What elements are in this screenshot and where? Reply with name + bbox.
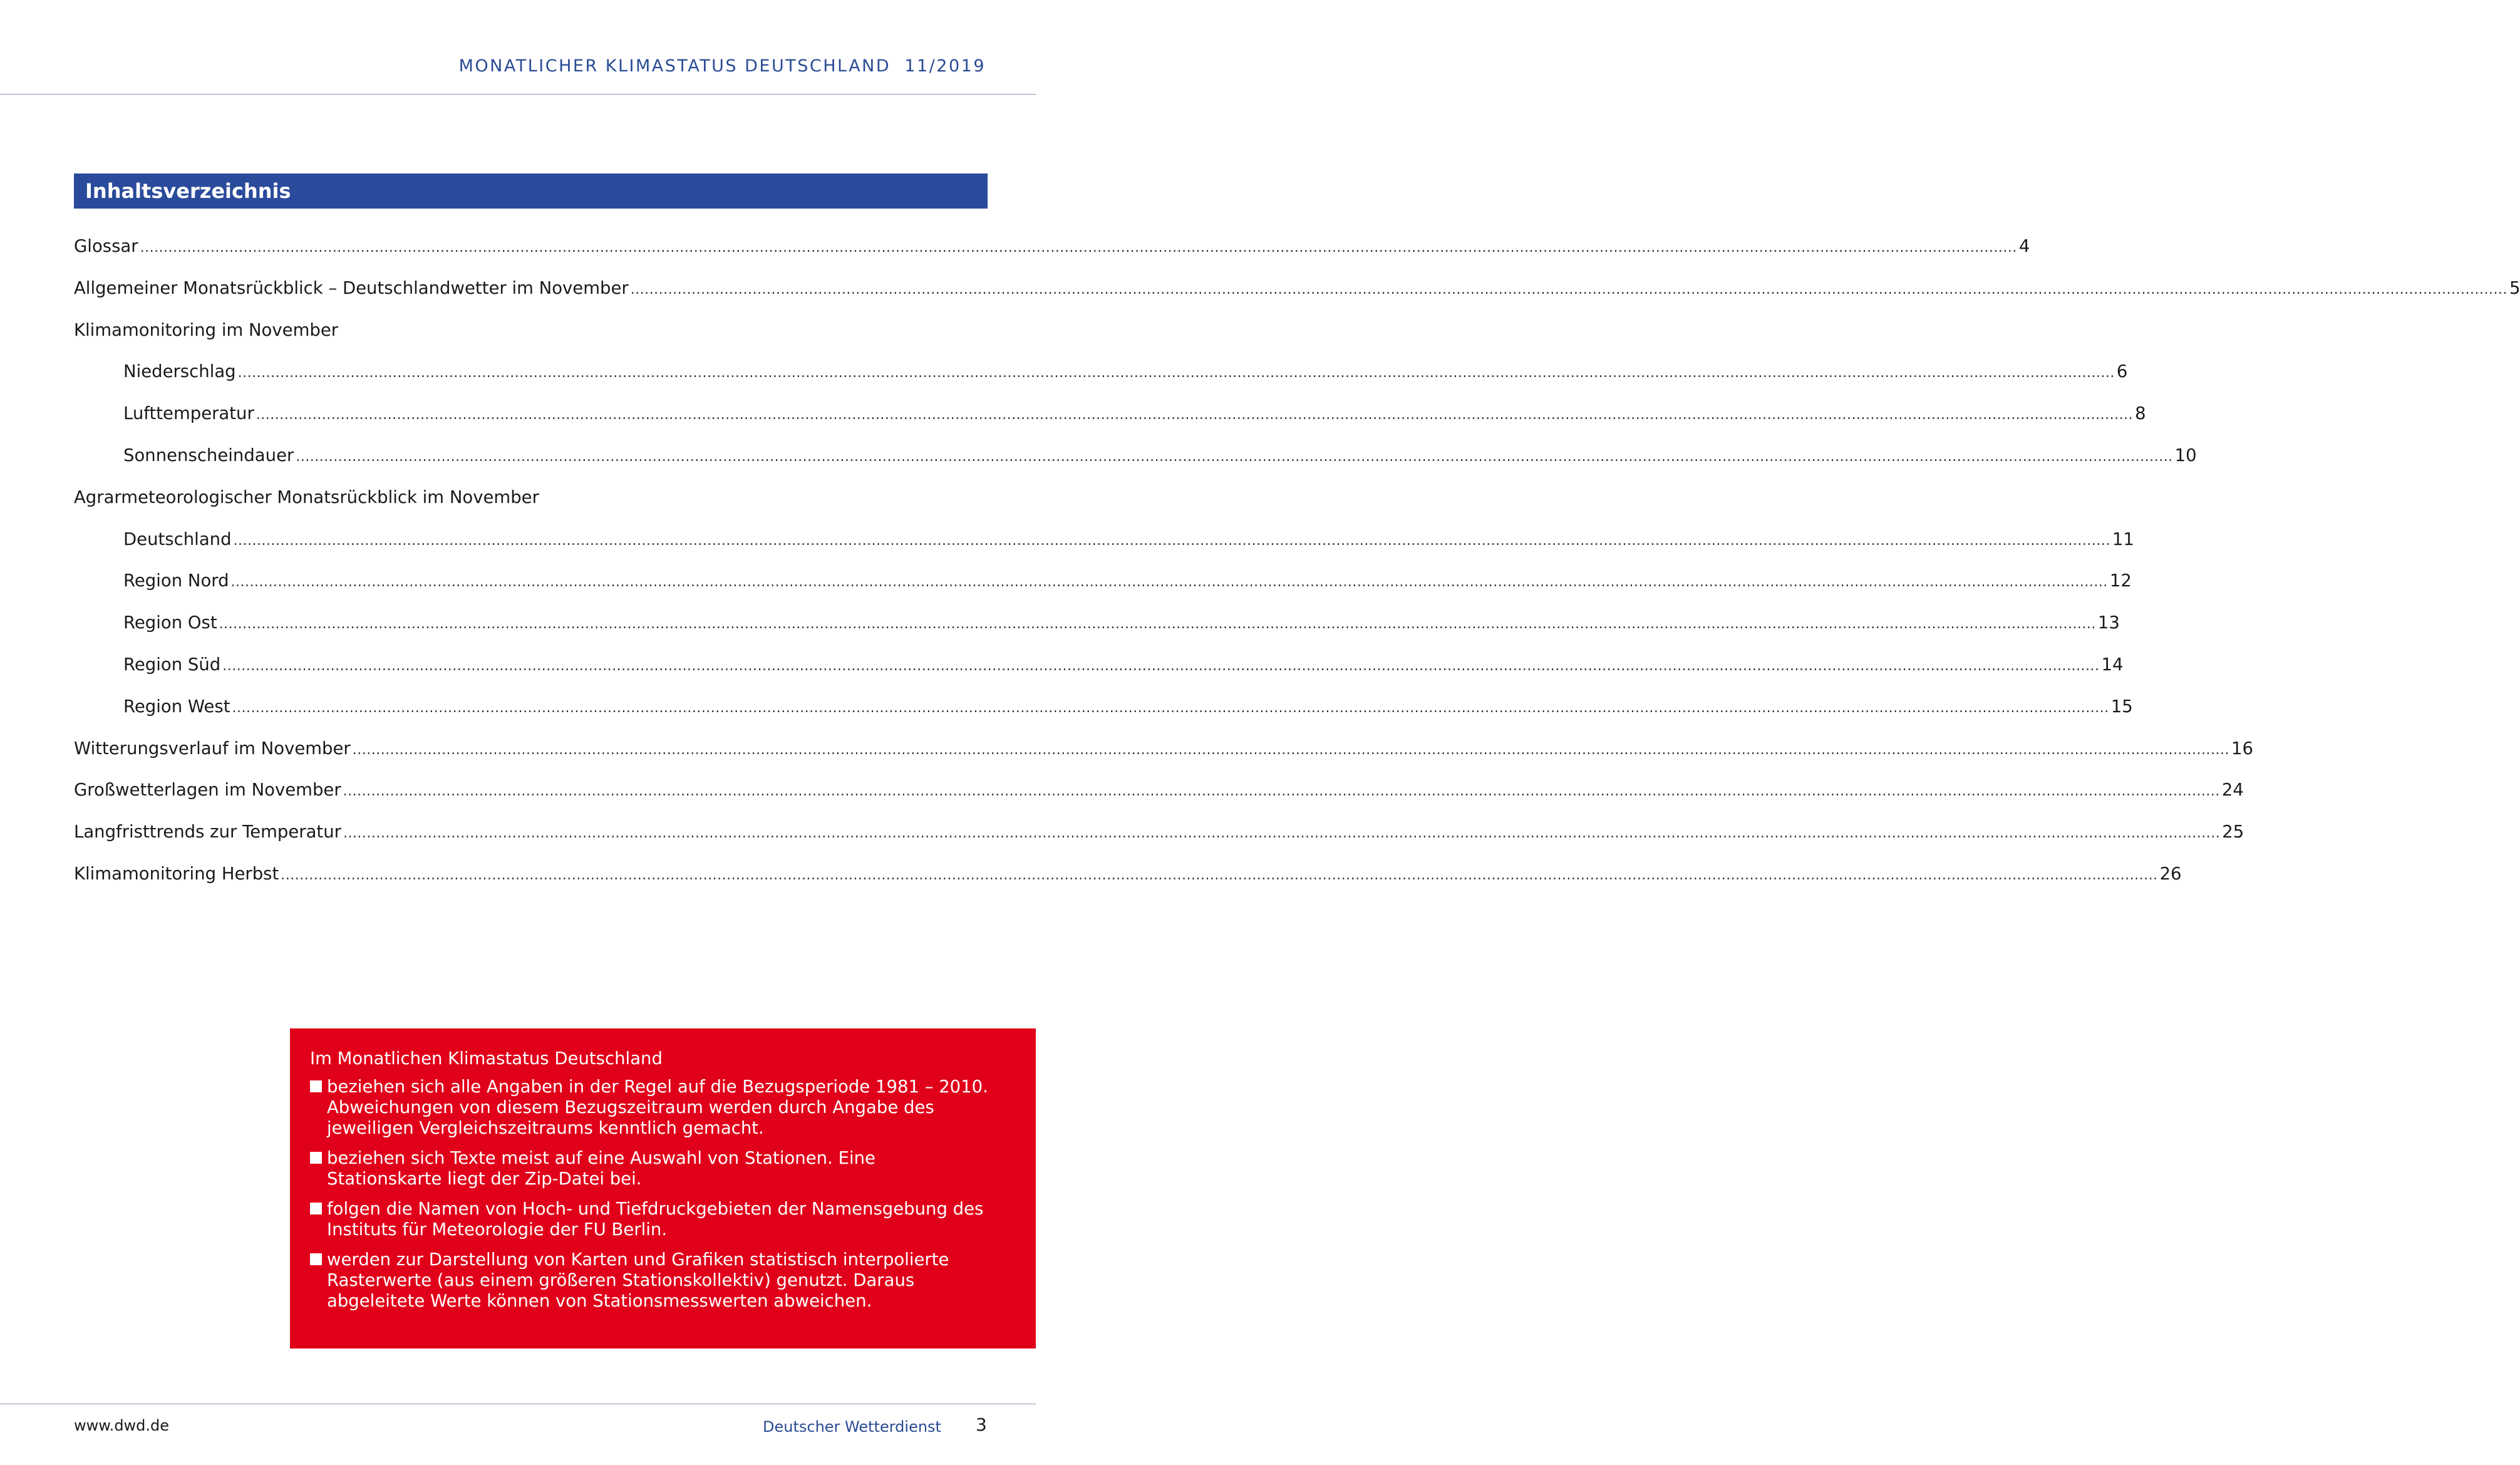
toc-heading: Inhaltsverzeichnis [74,173,988,209]
square-bullet-icon [310,1080,322,1092]
footer-website-link[interactable]: www.dwd.de [74,1417,170,1434]
info-bullet-item [310,1199,992,1240]
toc-entry-page: 5 [2509,277,2520,298]
toc-entry-page: 12 [2109,571,2132,591]
table-of-contents [74,236,2520,906]
toc-dot-leader: ................................................................................................................................................................................................................................................................................................................................................................................................................ [281,867,2158,883]
toc-entry-page: 15 [2110,696,2133,717]
toc-entry[interactable] [74,654,2124,696]
toc-entry-label: Region West [123,696,230,717]
info-box [290,1028,1036,1349]
toc-entry-label: Sonnenscheindauer [123,445,294,465]
info-box-title: Im Monatlichen Klimastatus Deutschland [310,1048,663,1069]
toc-dot-leader: ................................................................................................................................................................................................................................................................................................................................................................................................................ [232,700,2109,716]
toc-entry[interactable] [74,571,2132,613]
info-bullet-item [310,1077,992,1139]
toc-entry-page: 16 [2231,738,2253,758]
toc-entry[interactable] [74,738,2253,780]
toc-entry-label: Niederschlag [123,361,236,382]
toc-dot-leader: ................................................................................................................................................................................................................................................................................................................................................................................................................ [140,240,2017,256]
header-title: MONATLICHER KLIMASTATUS DEUTSCHLAND 11/2019 [458,56,986,76]
toc-dot-leader: ................................................................................................................................................................................................................................................................................................................................................................................................................ [343,826,2221,842]
toc-entry-label: Klimamonitoring Herbst [74,863,279,884]
toc-entry[interactable] [74,529,2134,571]
toc-entry-label: Klimamonitoring im November [74,319,339,340]
toc-entry-label: Region Süd [123,654,221,675]
toc-dot-leader: ................................................................................................................................................................................................................................................................................................................................................................................................................ [630,281,2507,298]
header-divider [0,94,1036,95]
toc-entry-label: Deutschland [123,529,232,549]
toc-entry-label: Allgemeiner Monatsrückblick – Deutschlandwetter im November [74,277,629,298]
toc-entry[interactable] [74,236,2030,278]
toc-entry[interactable] [74,403,2146,445]
toc-entry-label: Agrarmeteorologischer Monatsrückblick im November [74,487,539,507]
toc-entry-label: Region Ost [123,613,217,633]
toc-entry-label: Langfristtrends zur Temperatur [74,822,341,842]
toc-entry-label: Witterungsverlauf im November [74,738,351,758]
toc-entry-page: 10 [2174,445,2197,465]
toc-dot-leader: ................................................................................................................................................................................................................................................................................................................................................................................................................ [222,658,2100,674]
toc-dot-leader: ................................................................................................................................................................................................................................................................................................................................................................................................................ [219,616,2096,633]
toc-entry-page: 8 [2135,403,2146,424]
toc-entry-page: 25 [2222,822,2244,842]
info-bullet-text: folgen die Namen von Hoch- und Tiefdruckgebieten der Namensgebung des Instituts für Meteorologie der FU Berlin. [327,1199,984,1240]
toc-entry-page: 6 [2116,361,2128,382]
info-bullet-item [310,1148,992,1189]
toc-entry[interactable] [74,361,2128,403]
toc-dot-leader: ................................................................................................................................................................................................................................................................................................................................................................................................................ [233,532,2110,549]
toc-entry[interactable] [74,822,2244,864]
toc-entry-label: Lufttemperatur [123,403,254,424]
toc-entry[interactable] [74,487,987,529]
info-bullet-text: werden zur Darstellung von Karten und Grafiken statistisch interpolierte Rasterwerte (aus einem größeren Stationskollektiv) genutzt. Daraus abgeleitete Werte können von Stationsmesswerten abweichen. [327,1250,949,1311]
toc-entry[interactable] [74,320,987,362]
toc-entry[interactable] [74,277,2520,320]
square-bullet-icon [310,1253,322,1265]
info-bullet-text: beziehen sich alle Angaben in der Regel auf die Bezugsperiode 1981 – 2010. Abweichungen von diesem Bezugszeitraum werden durch Angabe des jeweiligen Vergleichszeitraums kenntlich gemacht. [327,1077,988,1138]
toc-entry-page: 24 [2221,780,2244,800]
toc-entry-label: Glossar [74,236,138,256]
toc-entry-page: 26 [2159,863,2182,884]
toc-entry-page: 4 [2018,236,2030,256]
toc-entry-page: 11 [2112,529,2134,549]
square-bullet-icon [310,1203,322,1214]
info-box-list [310,1077,992,1312]
toc-entry[interactable] [74,696,2133,738]
toc-entry[interactable] [74,613,2120,655]
info-bullet-text: beziehen sich Texte meist auf eine Auswahl von Stationen. Eine Stationskarte liegt der Zip-Datei bei. [327,1148,875,1189]
toc-dot-leader: ................................................................................................................................................................................................................................................................................................................................................................................................................ [343,784,2220,800]
toc-entry-label: Region Nord [123,571,229,591]
toc-dot-leader: ................................................................................................................................................................................................................................................................................................................................................................................................................ [352,742,2229,758]
toc-dot-leader: ................................................................................................................................................................................................................................................................................................................................................................................................................ [296,448,2173,465]
toc-dot-leader: ................................................................................................................................................................................................................................................................................................................................................................................................................ [237,365,2115,381]
toc-entry-page: 14 [2101,654,2124,675]
toc-entry[interactable] [74,780,2244,822]
toc-entry-label: Großwetterlagen im November [74,780,341,800]
square-bullet-icon [310,1152,322,1164]
toc-dot-leader: ................................................................................................................................................................................................................................................................................................................................................................................................................ [230,574,2108,591]
toc-dot-leader: ................................................................................................................................................................................................................................................................................................................................................................................................................ [256,407,2134,423]
toc-entry[interactable] [74,863,2182,906]
toc-entry[interactable] [74,445,2197,487]
toc-entry-page: 13 [2097,613,2120,633]
page-number: 3 [976,1414,987,1435]
info-bullet-item [310,1250,992,1312]
footer-organization: Deutscher Wetterdienst [763,1418,941,1436]
